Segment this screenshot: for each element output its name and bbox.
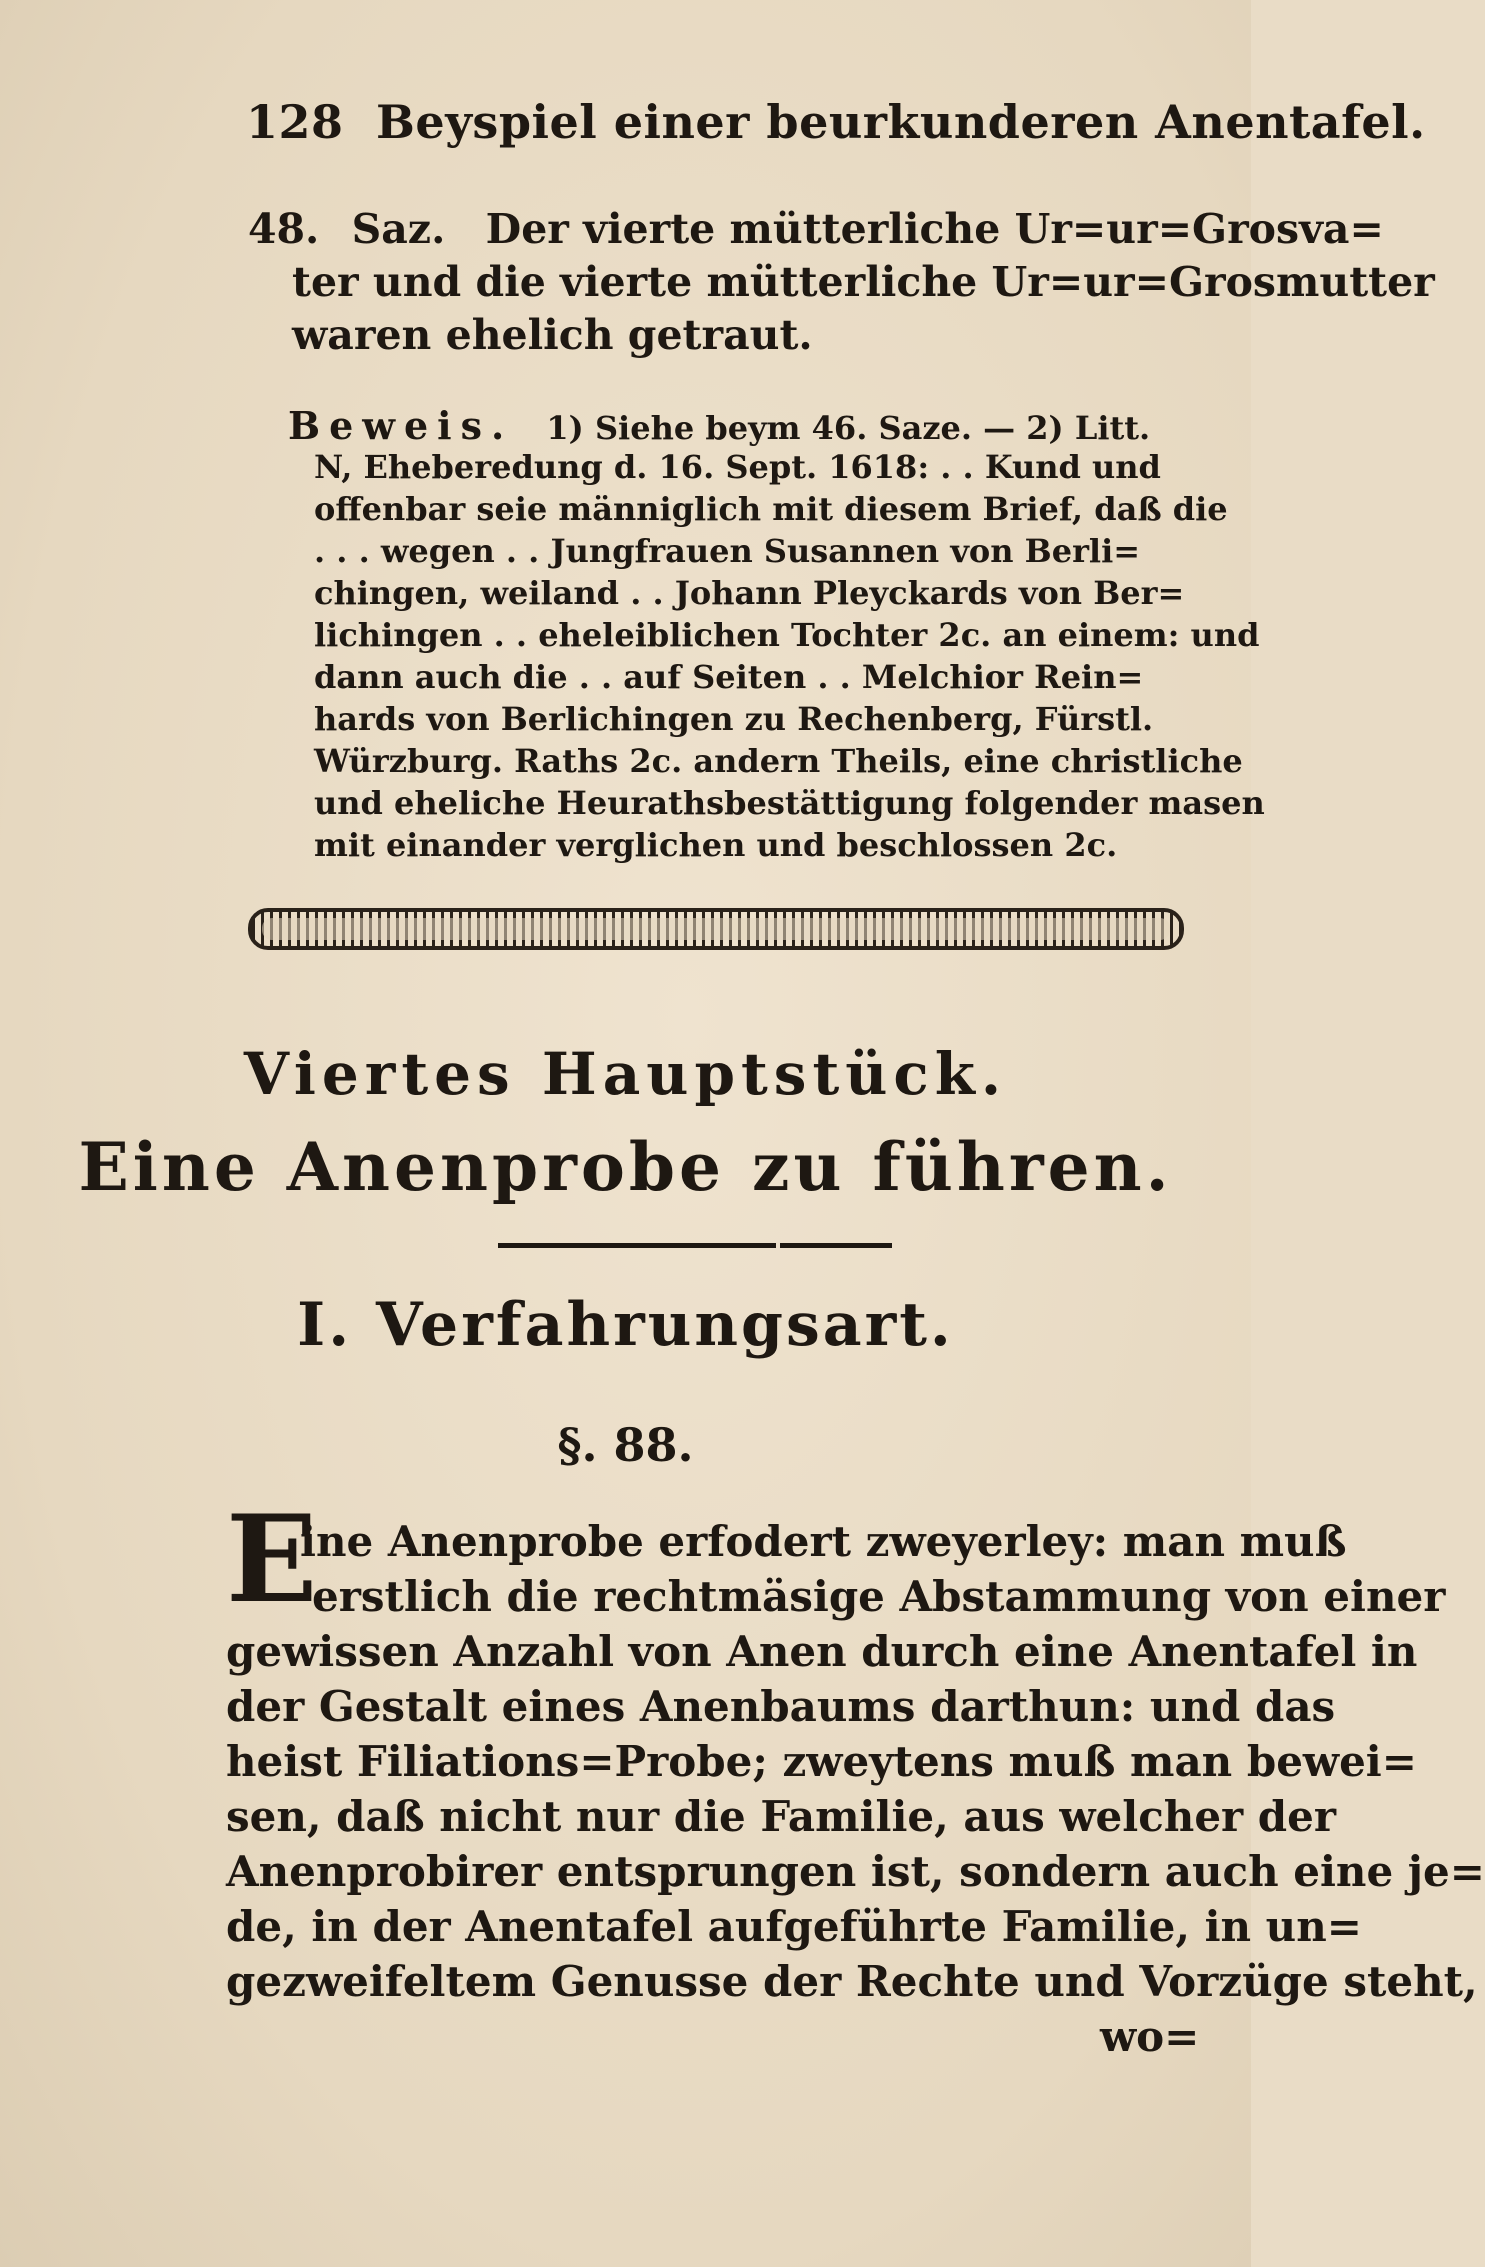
body-line: der Gestalt eines Anenbaums darthun: und das (226, 1682, 1336, 1731)
divider-left (498, 1243, 776, 1248)
beweis-line: mit einander verglichen und beschlossen 2c. (314, 826, 1118, 864)
divider-right (780, 1243, 892, 1248)
section-title: I. Verfahrungsart. (297, 1290, 954, 1360)
satz-text: Der vierte mütterliche Ur=ur=Grosva= (485, 205, 1384, 253)
body-line: sen, daß nicht nur die Familie, aus welcher der (226, 1792, 1337, 1841)
beweis-line: . . . wegen . . Jungfrauen Susannen von Berli= (314, 532, 1141, 570)
body-line: Anenprobirer entsprungen ist, sondern auch eine je= (226, 1847, 1485, 1896)
beweis-line: und eheliche Heurathsbestättigung folgender masen (314, 784, 1265, 822)
catchword: wo= (1100, 2012, 1200, 2061)
satz-line-1 (248, 205, 1384, 253)
body-line: heist Filiations=Probe; zweytens muß man bewei= (226, 1737, 1417, 1786)
body-line: de, in der Anentafel aufgeführte Familie, in un= (226, 1902, 1362, 1951)
satz-line-3: waren ehelich getraut. (292, 311, 813, 359)
body-line: erstlich die rechtmäsige Abstammung von einer (312, 1572, 1446, 1621)
page-number: 128 (246, 95, 344, 149)
body-line: gezweifeltem Genusse der Rechte und Vorzüge steht, (226, 1957, 1478, 2006)
paragraph-number: §. 88. (557, 1418, 694, 1472)
body-line: ine Anenprobe erfodert zweyerley: man muß (300, 1517, 1347, 1566)
chapter-title: Viertes Hauptstück. (243, 1040, 1008, 1108)
beweis-line: hards von Berlichingen zu Rechenberg, Fürstl. (314, 700, 1154, 738)
beweis-label: Beweis. (288, 403, 514, 448)
chapter-subtitle: Eine Anenprobe zu führen. (78, 1128, 1173, 1206)
beweis-line: dann auch die . . auf Seiten . . Melchior Rein= (314, 658, 1144, 696)
running-title: Beyspiel einer beurkunderen Anentafel. (376, 95, 1426, 149)
beweis-line: Würzburg. Raths 2c. andern Theils, eine christliche (314, 742, 1243, 780)
satz-line-2: ter und die vierte mütterliche Ur=ur=Grosmutter (292, 258, 1435, 306)
running-header (246, 95, 1426, 149)
ornamental-rule-inner (262, 918, 1170, 940)
beweis-line-1 (288, 403, 1150, 448)
beweis-line: chingen, weiland . . Johann Pleyckards von Ber= (314, 574, 1185, 612)
body-line: gewissen Anzahl von Anen durch eine Anentafel in (226, 1627, 1418, 1676)
satz-label: Saz. (351, 205, 446, 253)
satz-number: 48. (248, 205, 320, 253)
beweis-line: N, Eheberedung d. 16. Sept. 1618: . . Kund und (314, 448, 1161, 486)
beweis-line: lichingen . . eheleiblichen Tochter 2c. an einem: und (314, 616, 1260, 654)
drop-cap: E (226, 1489, 318, 1630)
beweis-line: offenbar seie männiglich mit diesem Brief, daß die (314, 490, 1228, 528)
beweis-text: 1) Siehe beym 46. Saze. — 2) Litt. (546, 409, 1151, 447)
